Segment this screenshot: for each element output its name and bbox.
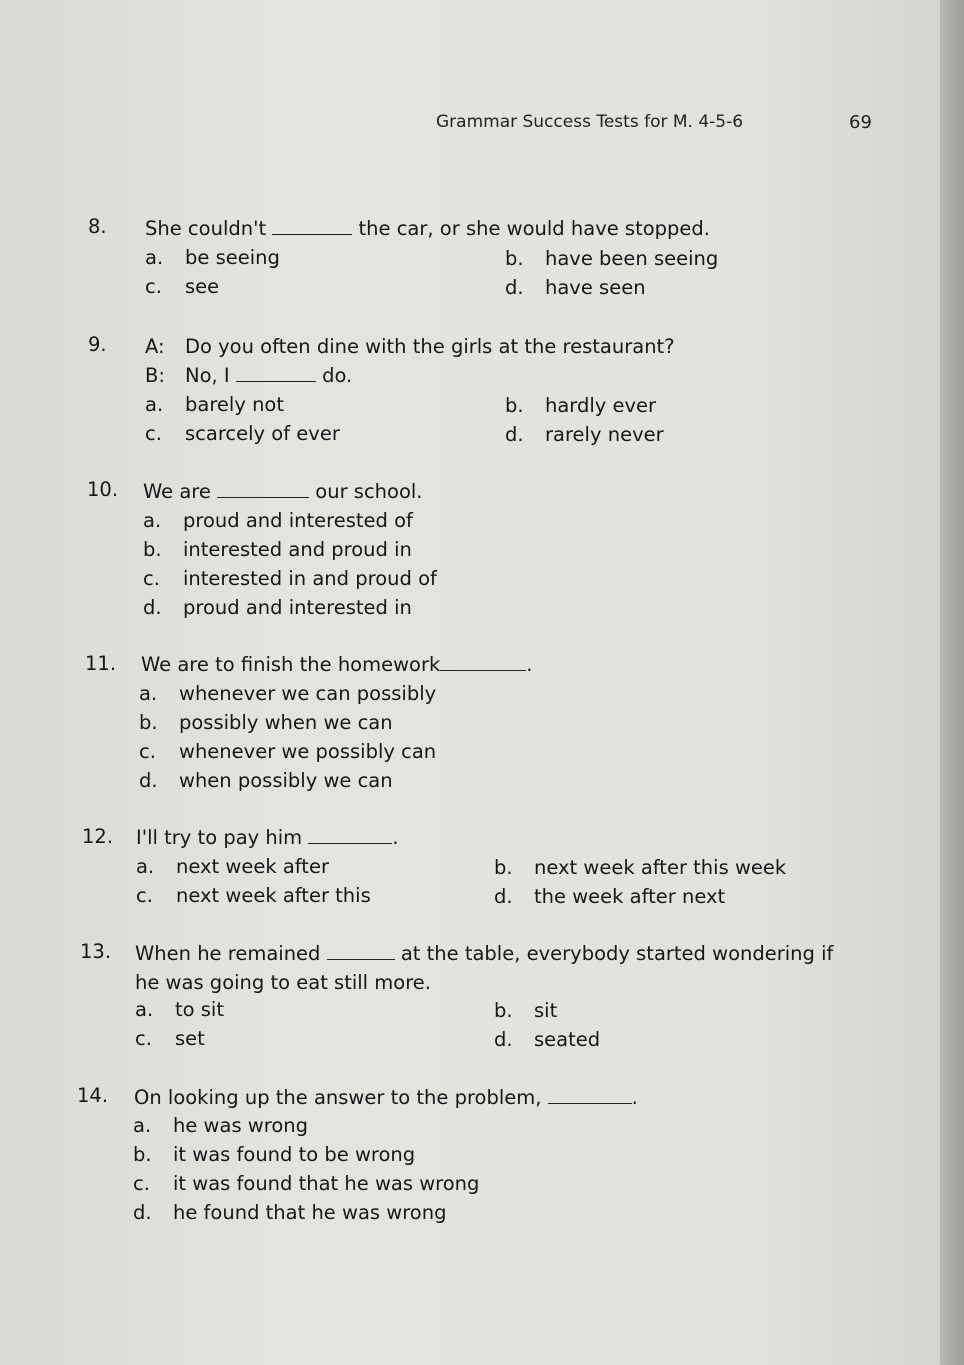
- option-d: d. rarely never: [505, 423, 664, 446]
- question-13: [80, 937, 900, 1067]
- option-c: c. interested in and proud of: [143, 567, 437, 590]
- option-d: d. he found that he was wrong: [133, 1201, 447, 1224]
- dialog-line-a: A: Do you often dine with the girls at the restaurant?: [145, 335, 675, 358]
- answer-blank: [217, 479, 309, 498]
- question-9: [88, 330, 888, 460]
- page-number: 69: [849, 112, 872, 133]
- option-b: b. have been seeing: [505, 247, 719, 270]
- question-10: [87, 475, 887, 625]
- option-c: c. next week after this: [136, 884, 371, 907]
- option-a: a. he was wrong: [133, 1114, 309, 1137]
- option-c: c. scarcely of ever: [145, 422, 340, 445]
- answer-blank: [327, 941, 395, 960]
- answer-blank: [236, 363, 316, 382]
- question-stem: She couldn't the car, or she would have stopped.: [145, 217, 710, 240]
- option-a: a. next week after: [136, 855, 329, 878]
- option-c: c. whenever we possibly can: [139, 740, 437, 763]
- question-stem: On looking up the answer to the problem, .: [134, 1086, 638, 1109]
- option-b: b. possibly when we can: [139, 711, 393, 734]
- question-12: [82, 822, 882, 922]
- option-c: c. set: [135, 1027, 205, 1050]
- question-number: 13.: [80, 940, 112, 963]
- option-b: b. interested and proud in: [143, 538, 412, 561]
- option-d: d. proud and interested in: [143, 596, 412, 619]
- question-stem: I'll try to pay him .: [136, 826, 399, 849]
- dialog-line-b: B: No, I do.: [145, 364, 353, 387]
- option-d: d. when possibly we can: [139, 769, 393, 792]
- question-number: 10.: [87, 478, 119, 501]
- option-c: c. see: [145, 275, 220, 298]
- option-a: a. whenever we can possibly: [139, 682, 437, 705]
- question-stem: We are our school.: [143, 480, 423, 503]
- answer-blank: [308, 825, 392, 844]
- question-14: [77, 1081, 877, 1231]
- option-b: b. hardly ever: [505, 394, 657, 417]
- question-8: [88, 212, 888, 332]
- option-a: a. to sit: [135, 998, 224, 1021]
- option-d: d. the week after next: [494, 885, 726, 908]
- option-a: a. barely not: [145, 393, 285, 416]
- option-d: d. seated: [494, 1028, 601, 1051]
- option-b: b. it was found to be wrong: [133, 1143, 416, 1166]
- question-number: 8.: [88, 215, 107, 238]
- option-d: d. have seen: [505, 276, 646, 299]
- question-stem: We are to finish the homework .: [141, 653, 533, 676]
- answer-blank: [548, 1085, 632, 1104]
- question-number: 9.: [88, 333, 107, 356]
- question-number: 14.: [77, 1084, 109, 1107]
- page-edge: [940, 0, 964, 1365]
- answer-blank: [440, 652, 526, 671]
- question-11: [85, 649, 885, 799]
- option-c: c. it was found that he was wrong: [133, 1172, 480, 1195]
- running-header: Grammar Success Tests for M. 4-5-6: [436, 112, 744, 132]
- option-a: a. proud and interested of: [143, 509, 413, 532]
- answer-blank: [272, 216, 352, 235]
- option-a: a. be seeing: [145, 246, 280, 269]
- question-number: 12.: [82, 825, 114, 848]
- option-b: b. sit: [494, 999, 558, 1022]
- option-b: b. next week after this week: [494, 856, 787, 879]
- question-number: 11.: [85, 652, 117, 675]
- question-stem: When he remained at the table, everybody started wondering if: [135, 942, 834, 965]
- question-stem-line-2: he was going to eat still more.: [135, 971, 432, 994]
